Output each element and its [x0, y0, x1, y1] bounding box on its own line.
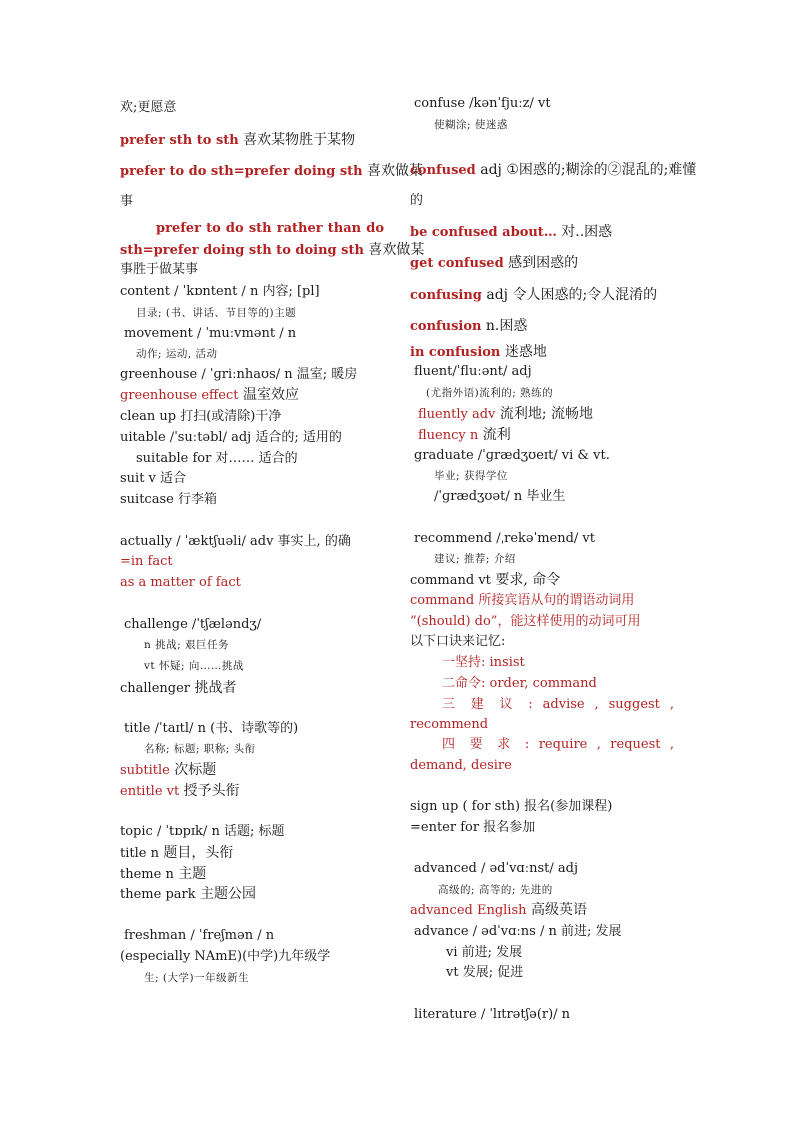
- line-text: prefer sth to sth: [120, 133, 239, 148]
- line-text: 动作; 运动, 活动: [136, 348, 218, 360]
- right-line: [414, 95, 551, 113]
- left-line: [120, 761, 216, 780]
- line-text: confusion: [410, 319, 482, 334]
- line-text: topic / ˈtɒpɪk/ n 话题; 标题: [120, 824, 285, 839]
- line-text: 名称; 标题; 职称; 头衔: [144, 743, 256, 755]
- left-line: [120, 99, 176, 117]
- line-text: demand, desire: [410, 758, 512, 773]
- right-line: [418, 405, 593, 424]
- line-gloss: adj ①困惑的;糊涂的②混乱的;难懂: [475, 162, 697, 178]
- line-gloss: 流利地; 流畅地: [495, 406, 594, 422]
- right-line: [410, 716, 488, 734]
- line-gloss: adj 令人困惑的;令人混淆的: [481, 287, 658, 303]
- line-gloss: 温室效应: [238, 387, 299, 403]
- line-text: 的: [410, 193, 424, 208]
- right-line: [410, 819, 535, 837]
- left-line: [144, 969, 249, 987]
- line-text: (especially NAmE)(中学)九年级学: [120, 949, 331, 964]
- line-text: “(should) do”，能这样使用的动词可用: [410, 614, 641, 629]
- line-gloss: 迷惑地: [500, 344, 547, 360]
- left-line: [120, 823, 284, 841]
- line-text: greenhouse / ˈɡriːnhaʊs/ n 温室; 暖房: [120, 367, 358, 382]
- line-gloss: 要求, 命令: [490, 572, 561, 588]
- line-text: suitcase 行李箱: [120, 492, 217, 507]
- line-text: fluent/ˈfluːənt/ adj: [414, 364, 532, 379]
- line-text: /ˈɡrædʒʊət/ n 毕业生: [434, 489, 566, 504]
- line-text: confused: [410, 163, 476, 178]
- line-text: title n: [120, 846, 159, 861]
- left-line: [120, 261, 198, 279]
- line-text: confusing: [410, 288, 482, 303]
- left-line: [136, 450, 298, 468]
- right-line: [442, 696, 674, 714]
- left-line: [120, 366, 357, 384]
- right-line: [410, 254, 578, 273]
- line-text: command 所接宾语从句的谓语动词用: [410, 593, 635, 608]
- line-gloss: 题目，头衔: [158, 845, 234, 861]
- right-line: [446, 964, 523, 982]
- right-line: [414, 530, 595, 548]
- line-text: graduate /ˈɡrædʒʊeɪt/ vi & vt.: [414, 448, 610, 463]
- line-text: vi 前进; 发展: [446, 945, 523, 960]
- left-line: [144, 740, 256, 758]
- left-line: [120, 470, 186, 488]
- line-text: title /ˈtaɪtl/ n (书、诗歌等的): [124, 721, 299, 736]
- right-line: [410, 613, 640, 631]
- left-line: [120, 408, 281, 426]
- right-line: [434, 550, 516, 568]
- right-line: [414, 363, 532, 381]
- line-text: theme park: [120, 887, 196, 902]
- line-gloss: 喜欢某物胜于某物: [238, 132, 356, 148]
- left-line: [120, 429, 342, 447]
- right-line: [410, 317, 527, 336]
- left-line: [124, 325, 296, 343]
- line-gloss: 对..困惑: [556, 224, 613, 240]
- line-text: sth=prefer doing sth to doing sth: [120, 243, 364, 258]
- line-text: 事胜于做某事: [120, 262, 199, 277]
- left-line: [124, 720, 298, 738]
- line-text: vt 发展; 促进: [446, 965, 524, 980]
- line-text: =enter for 报名参加: [410, 820, 536, 835]
- line-text: confuse /kənˈfjuːz/ vt: [414, 96, 551, 111]
- right-line: [442, 736, 674, 754]
- left-line: [136, 345, 218, 363]
- line-text: command vt: [410, 573, 491, 588]
- right-line: [410, 757, 512, 775]
- line-text: challenge /ˈtʃæləndʒ/: [124, 617, 262, 632]
- line-text: suit v 适合: [120, 471, 187, 486]
- line-gloss: 感到困惑的: [503, 255, 579, 271]
- line-gloss: 授予头衔: [179, 783, 240, 799]
- line-text: sign up ( for sth) 报名(参加课程): [410, 799, 613, 814]
- line-text: prefer to do sth=prefer doing sth: [120, 164, 363, 179]
- left-line: [144, 657, 244, 675]
- line-text: content / ˈkɒntent / n 内容; [pl]: [120, 284, 320, 299]
- right-line: [414, 1006, 570, 1024]
- right-line: [410, 223, 612, 242]
- line-text: clean up 打扫(或清除)干净: [120, 409, 282, 424]
- line-gloss: 喜欢做某: [363, 242, 425, 258]
- line-text: subtitle: [120, 763, 170, 778]
- right-line: [410, 343, 547, 362]
- left-line: [120, 241, 424, 260]
- line-text: as a matter of fact: [120, 575, 241, 590]
- right-line: [426, 384, 553, 402]
- right-line: [434, 488, 565, 506]
- line-gloss: 次标题: [169, 762, 217, 778]
- line-gloss: 主题公园: [195, 886, 257, 902]
- left-line: [120, 679, 236, 698]
- line-text: (尤指外语)流利的; 熟练的: [426, 387, 554, 399]
- line-text: 事: [120, 194, 134, 209]
- right-line: [414, 860, 578, 878]
- left-line: [136, 304, 296, 322]
- left-line: [156, 220, 384, 238]
- right-line: [410, 286, 657, 305]
- line-text: advanced / ədˈvɑːnst/ adj: [414, 861, 578, 876]
- left-line: [124, 616, 261, 634]
- right-line: [446, 944, 522, 962]
- line-text: advance / ədˈvɑːns / n 前进; 发展: [414, 924, 622, 939]
- line-text: 建议; 推荐; 介绍: [434, 553, 516, 565]
- left-line: [120, 533, 351, 551]
- left-line: [144, 636, 229, 654]
- line-text: 生; (大学)一年级新生: [144, 972, 250, 984]
- left-line: [124, 927, 274, 945]
- line-text: recommend /ˌrekəˈmend/ vt: [414, 531, 595, 546]
- left-line: [120, 386, 299, 405]
- right-line: [442, 675, 597, 693]
- left-line: [120, 162, 423, 181]
- line-text: uitable /ˈsuːtəbl/ adj 适合的; 适用的: [120, 430, 342, 445]
- right-line: [442, 654, 525, 672]
- line-text: fluency n: [418, 428, 479, 443]
- line-gloss: 高级英语: [526, 902, 587, 918]
- right-line: [434, 116, 508, 134]
- line-text: freshman / ˈfreʃmən / n: [124, 928, 275, 943]
- line-text: advanced English: [410, 903, 527, 918]
- line-text: 以下口诀来记忆:: [410, 634, 506, 649]
- line-text: fluently adv: [418, 407, 496, 422]
- left-line: [120, 782, 240, 801]
- line-text: in confusion: [410, 345, 501, 360]
- left-line: [120, 283, 320, 301]
- line-text: actually / ˈæktʃuəli/ adv 事实上, 的确: [120, 534, 351, 549]
- right-line: [410, 571, 560, 590]
- right-line: [410, 633, 505, 651]
- left-line: [120, 193, 133, 211]
- line-text: theme n: [120, 867, 174, 882]
- line-text: 目录; (书、讲话、节目等的)主题: [136, 307, 297, 319]
- right-line: [414, 923, 622, 941]
- line-text: =in fact: [120, 554, 173, 569]
- line-text: challenger: [120, 681, 191, 696]
- left-line: [120, 844, 233, 863]
- left-line: [120, 865, 206, 884]
- right-line: [410, 901, 587, 920]
- left-line: [120, 948, 330, 966]
- left-line: [120, 574, 241, 592]
- line-text: 欢;更愿意: [120, 100, 177, 115]
- left-line: [120, 553, 173, 571]
- line-gloss: 主题: [173, 866, 207, 882]
- line-gloss: n.困惑: [481, 318, 528, 334]
- left-line: [120, 491, 217, 509]
- right-line: [418, 426, 511, 445]
- line-text: literature / ˈlɪtrətʃə(r)/ n: [414, 1007, 571, 1022]
- line-text: vt 怀疑; 向……挑战: [144, 660, 244, 672]
- line-gloss: 挑战者: [190, 680, 237, 696]
- line-text: 四 要 求 : require , request ,: [442, 737, 674, 752]
- left-line: [120, 131, 355, 150]
- right-line: [410, 161, 696, 180]
- right-line: [414, 447, 610, 465]
- line-text: suitable for 对…… 适合的: [136, 451, 298, 466]
- left-line: [120, 885, 256, 904]
- right-line: [410, 798, 612, 816]
- line-text: 高级的; 高等的; 先进的: [438, 884, 553, 896]
- right-line: [434, 467, 508, 485]
- line-gloss: 流利: [478, 427, 511, 443]
- line-text: greenhouse effect: [120, 388, 239, 403]
- line-text: 三 建 议 : advise , suggest ,: [442, 697, 674, 712]
- line-gloss: 喜欢做某: [362, 163, 424, 179]
- line-text: 一坚持: insist: [442, 655, 525, 670]
- line-text: be confused about…: [410, 225, 557, 240]
- right-line: [438, 881, 553, 899]
- right-line: [410, 192, 423, 210]
- line-text: recommend: [410, 717, 489, 732]
- line-text: movement / ˈmuːvmənt / n: [124, 326, 297, 341]
- line-text: entitle vt: [120, 784, 180, 799]
- line-text: prefer to do sth rather than do: [156, 221, 384, 236]
- right-line: [410, 592, 634, 610]
- line-text: get confused: [410, 256, 504, 271]
- line-text: 二命令: order, command: [442, 676, 597, 691]
- line-text: 使糊涂; 使迷惑: [434, 119, 508, 131]
- line-text: 毕业; 获得学位: [434, 470, 508, 482]
- line-text: n 挑战; 艰巨任务: [144, 639, 229, 651]
